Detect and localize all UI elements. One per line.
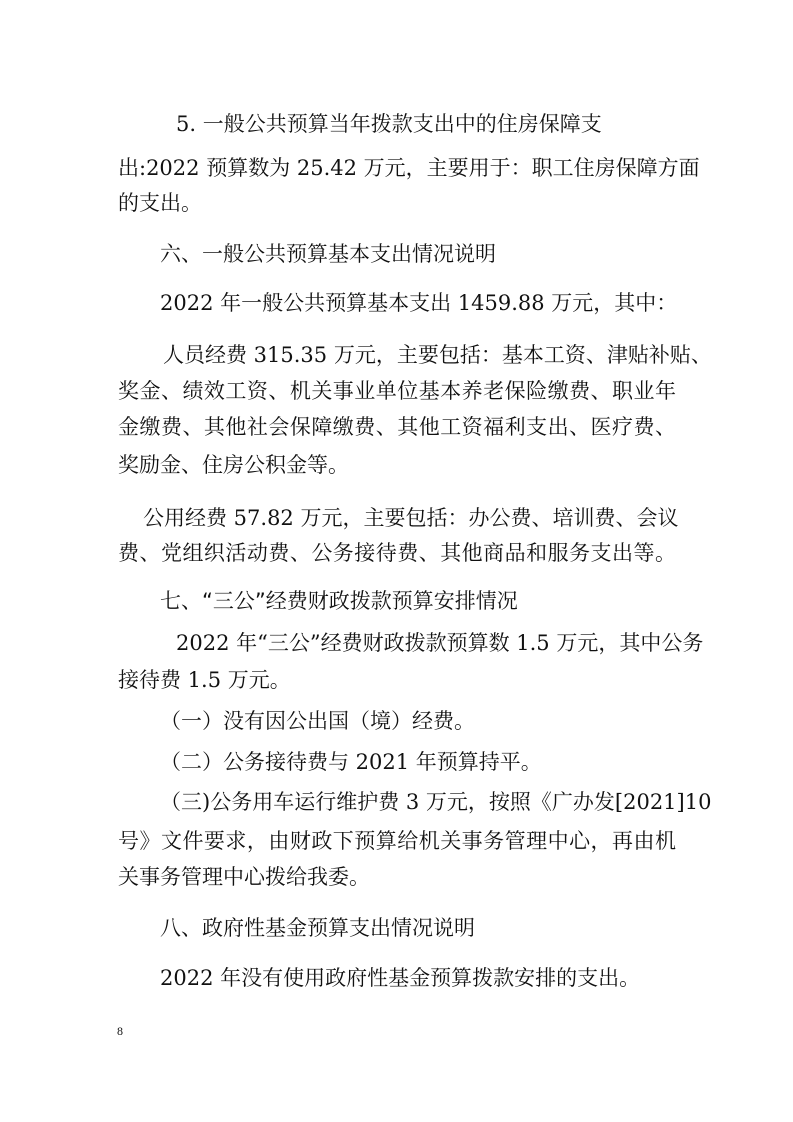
page-number: 8: [117, 1024, 123, 1038]
section7-heading: 七、“三公”经费财政拨款预算安排情况: [160, 589, 518, 613]
section7-item3-line2: 号》文件要求，由财政下预算给机关事务管理中心，再由机: [118, 829, 676, 853]
public-line2: 费、党组织活动费、公务接待费、其他商品和服务支出等。: [118, 541, 676, 565]
personnel-line2: 奖金、绩效工资、机关事业单位基本养老保险缴费、职业年: [118, 379, 676, 403]
personnel-line1: 人员经费 315.35 万元，主要包括：基本工资、津贴补贴、: [163, 343, 712, 367]
section7-item2: （二）公务接待费与 2021 年预算持平。: [160, 750, 542, 774]
item5-line1: 5. 一般公共预算当年拨款支出中的住房保障支: [176, 112, 602, 136]
section7-intro-line1: 2022 年“三公”经费财政拨款预算数 1.5 万元，其中公务: [176, 631, 704, 655]
section7-item3-line3: 关事务管理中心拨给我委。: [118, 865, 370, 889]
section7-item3-line1: （三)公务用车运行维护费 3 万元，按照《广办发[2021]10: [160, 790, 712, 814]
item5-line2: 出:2022 预算数为 25.42 万元，主要用于：职工住房保障方面: [118, 156, 700, 180]
section7-intro-line2: 接待费 1.5 万元。: [118, 668, 291, 692]
section6-heading: 六、一般公共预算基本支出情况说明: [160, 242, 496, 266]
section8-heading: 八、政府性基金预算支出情况说明: [160, 916, 475, 940]
section7-item1: （一）没有因公出国（境）经费。: [160, 709, 475, 733]
item5-line3: 的支出。: [118, 191, 202, 215]
section6-intro: 2022 年一般公共预算基本支出 1459.88 万元，其中：: [160, 291, 678, 315]
public-line1: 公用经费 57.82 万元，主要包括：办公费、培训费、会议: [143, 506, 679, 530]
personnel-line3: 金缴费、其他社会保障缴费、其他工资福利支出、医疗费、: [118, 415, 676, 439]
personnel-line4: 奖励金、住房公积金等。: [118, 453, 349, 477]
section8-text: 2022 年没有使用政府性基金预算拨款安排的支出。: [160, 966, 641, 990]
